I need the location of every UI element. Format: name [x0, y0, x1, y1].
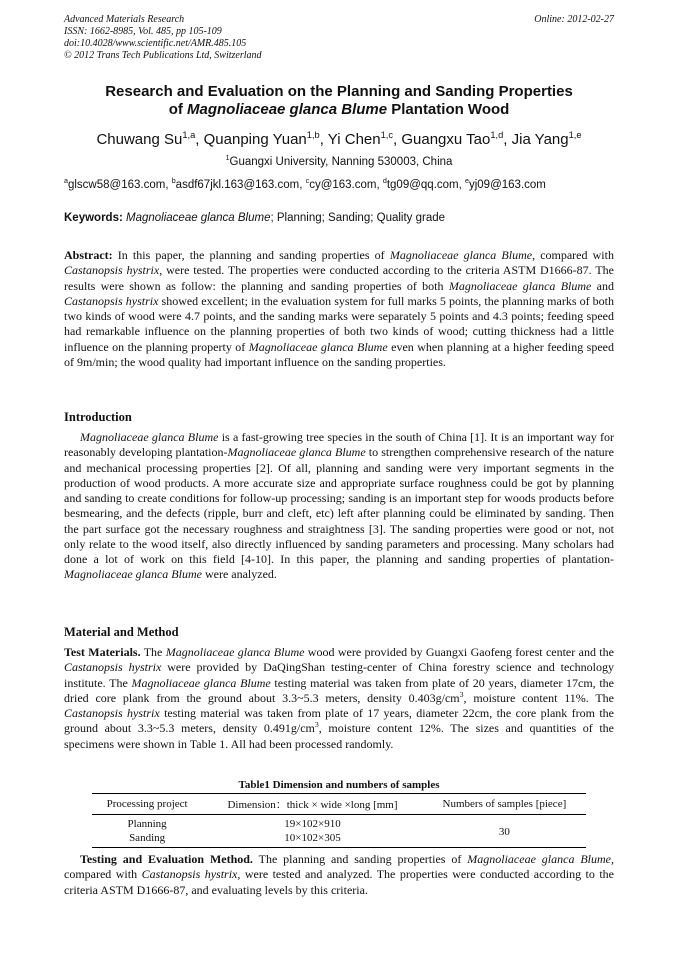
journal-header — [64, 14, 262, 62]
section-heading-methods: Material and Method — [64, 625, 179, 639]
abstract-label: Abstract: — [64, 248, 113, 262]
test-materials-paragraph: Test Materials. The Magnoliaceae glanca Blume wood were provided by Guangxi Gaofeng forest center and the Castanopsis hystrix were provided by DaQingShan testing-center of China forestry science and technology institute. The Magnoliaceae glanca Blume testing material was taken from plate of 20 years, diameter 17cm, the dried core plank from the ground about 3.3~5.3 meters, density $0.403g/cm^3$, moisture content 11%. The Castanopsis hystrix testing material was taken from plate of 17 years, diameter 22cm, the core plank from the ground about 3.3~5.3 meters, density $0.491g/cm^3$, moisture content 12%. The sizes and quantities of the specimens were shown in Table 1. All had been processed randomly. — [64, 645, 614, 751]
table-header-cell: Numbers of samples [piece] — [423, 794, 586, 815]
issn-line: ISSN: 1662-8985, Vol. 485, pp 105-109 — [64, 26, 222, 37]
title-line-1: Research and Evaluation on the Planning and Sanding Properties — [105, 83, 573, 100]
doi-line: doi:10.4028/www.scientific.net/AMR.485.105 — [64, 38, 247, 49]
title-pre: of — [168, 101, 188, 118]
copyright-line: © 2012 Trans Tech Publications Ltd, Switzerland — [64, 50, 262, 61]
table-row — [92, 815, 586, 832]
evaluation-method-label: Testing and Evaluation Method. — [80, 852, 253, 866]
author-list: Chuwang Su$^{1,a}$, Quanping Yuan$^{1,b}$, Yi Chen$^{1,c}$, Guangxu Tao$^{1,d}$, Jia Yang$^{1,e}$ — [96, 130, 582, 148]
title-species: Magnoliaceae glanca Blume — [187, 101, 388, 118]
abstract: Abstract: In this paper, the planning and sanding properties of Magnoliaceae glanca Blume, compared with Castanopsis hystrix, were tested. The properties were conducted according to the criteria ASTM D1666-87. The results were shown as follow: the planning and sanding properties of both Magnoliaceae glanca Blume and Castanopsis hystrix showed excellent; in the evaluation system for full marks 5 points, the planning marks of both two kinds of wood were 4.7 points, and the sanding marks were separately 5 points and 4.3 points; feeding speed had remarkable influence on the planning properties of both two kinds of wood; cutting thickness had a little influence on the planning property of Magnoliaceae glanca Blume even when planning at a higher feeding speed of 9m/min; the wood quality had important influence on the sanding properties. — [64, 248, 615, 369]
email[interactable]: $^c$cy@163.com — [305, 177, 377, 191]
author: Guangxu Tao$^{1,d}$ — [401, 130, 504, 148]
author: Quanping Yuan$^{1,b}$ — [203, 130, 320, 148]
paper-title — [40, 83, 638, 119]
introduction-paragraph: Magnoliaceae glanca Blume is a fast-growing tree species in the south of China [1]. It is an important way for reasonably developing plantation-Magnoliaceae glanca Blume to strengthen comprehensive research of the nature and mechanical processing properties [2]. Of all, planning and sanding were very important segments in the production of wood products. A more accurate size and appropriate surface roughness could be got by planning and sanding to create conditions for follow-up processing; sanding is an important step for woods products before besmearing, and the defects (ripple, burr and cleft, etc) left after planning could be eliminated by sanding. Then the part surface got the necessary roughness and straightness [3]. The sanding properties were good or not, not only relate to the wood itself, also directly influenced by sanding parameters and processing. Many scholars had done a lot of work on this field [4-10]. In this paper, the planning and sanding properties of plantation-Magnoliaceae glanca Blume were analyzed. — [64, 430, 614, 582]
evaluation-method-paragraph: Testing and Evaluation Method. The planning and sanding properties of Magnoliaceae glanca Blume, compared with Castanopsis hystrix, were tested and analyzed. The properties were conducted according to the criteria ASTM D1666-87, and evaluating levels by this criteria. — [64, 852, 615, 897]
table-cell: 19×102×910 — [284, 818, 341, 830]
table-header-cell: Processing project — [92, 794, 202, 815]
section-heading-introduction: Introduction — [64, 410, 132, 424]
email[interactable]: $^a$glscw58@163.com — [64, 177, 166, 191]
author: Jia Yang$^{1,e}$ — [511, 130, 582, 148]
keywords-label: Keywords: — [64, 212, 123, 224]
email[interactable]: $^e$yj09@163.com — [465, 177, 546, 191]
table-cell: Sanding — [92, 831, 202, 848]
table-header-row — [92, 794, 586, 815]
email[interactable]: $^b$asdf67jkl.163@163.com — [171, 177, 300, 191]
title-line-2 — [40, 101, 638, 119]
table-cell: 30 — [423, 815, 586, 848]
author: Yi Chen$^{1,c}$ — [327, 130, 394, 148]
table-caption: Table1 Dimension and numbers of samples — [238, 779, 440, 791]
online-date: Online: 2012-02-27 — [534, 14, 614, 25]
table-header-cell: Dimension：thick × wide ×long [mm] — [202, 794, 423, 815]
email-list: $^a$glscw58@163.com, $^b$asdf67jkl.163@163.com, $^c$cy@163.com, $^d$tg09@qq.com, $^e$yj09@163.com — [64, 177, 546, 191]
affiliation: $^1$Guangxi University, Nanning 530003, China — [225, 154, 453, 168]
title-post: Plantation Wood — [387, 101, 510, 118]
email[interactable]: $^d$tg09@qq.com — [382, 177, 459, 191]
table-cell: 10×102×305 — [202, 831, 423, 848]
journal-name: Advanced Materials Research — [64, 14, 185, 25]
test-materials-label: Test Materials. — [64, 645, 141, 659]
author: Chuwang Su$^{1,a}$ — [96, 130, 196, 148]
samples-table — [92, 793, 586, 848]
table-cell: Planning — [127, 818, 167, 830]
keywords: Keywords: Magnoliaceae glanca Blume; Planning; Sanding; Quality grade — [64, 212, 446, 224]
